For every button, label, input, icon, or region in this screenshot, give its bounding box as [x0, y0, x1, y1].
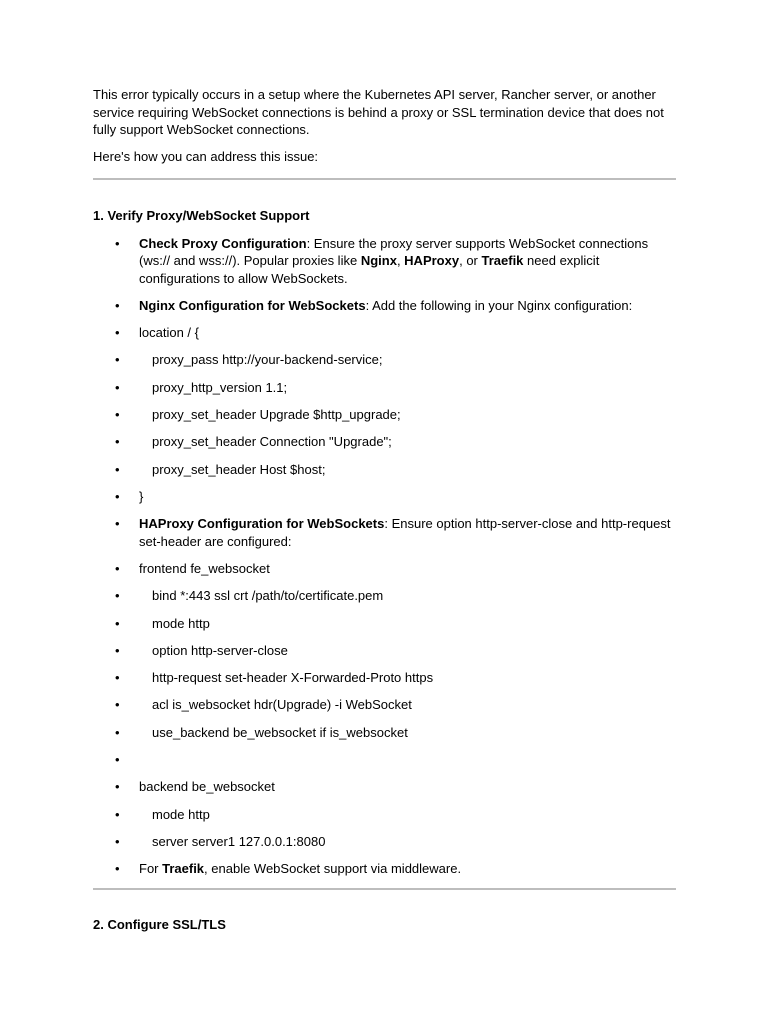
intro-lead: Here's how you can address this issue: — [93, 149, 319, 164]
list-item-haproxy-config — [93, 515, 676, 550]
intro-paragraph: This error typically occurs in a setup where the Kubernetes API server, Rancher server, or another service requiring WebSocket connections is behind a proxy or SSL termination device that does not fully support WebSocket connections. — [93, 87, 664, 137]
check-proxy-text-b: need explicit configurations to allow WebSockets. — [139, 253, 600, 286]
code-line — [93, 560, 676, 578]
haproxy-line-3: option http-server-close — [152, 642, 288, 658]
list-item-nginx-config — [93, 297, 676, 315]
divider-top — [93, 178, 676, 180]
code-line — [93, 833, 676, 851]
nginx-line-6: } — [139, 488, 144, 504]
bullet-icon: • — [115, 235, 120, 251]
bullet-icon: • — [115, 352, 120, 368]
bullet-icon: • — [115, 461, 120, 477]
section1-heading: 1. Verify Proxy/WebSocket Support — [93, 207, 310, 223]
haproxy-line-4: http-request set-header X-Forwarded-Proto https — [152, 670, 434, 686]
code-line — [93, 379, 676, 397]
haproxy-config-label: HAProxy Configuration for WebSockets — [139, 516, 385, 532]
bullet-icon: • — [115, 325, 120, 341]
nginx-config-text: : Add the following in your Nginx configuration: — [365, 297, 633, 313]
code-line — [93, 696, 676, 714]
code-line — [93, 406, 676, 424]
haproxy-line-8: backend be_websocket — [139, 779, 275, 795]
code-line — [93, 806, 676, 824]
haproxy-line-9: mode http — [152, 806, 210, 822]
nginx-line-4: proxy_set_header Connection "Upgrade"; — [152, 434, 392, 450]
bullet-icon: • — [115, 406, 120, 422]
code-line — [93, 778, 676, 796]
section1-list — [93, 235, 676, 878]
code-line-empty — [93, 751, 676, 769]
bullet-icon: • — [115, 779, 120, 795]
code-line — [93, 461, 676, 479]
bullet-icon: • — [115, 861, 120, 877]
bullet-icon: • — [115, 297, 120, 313]
code-line — [93, 351, 676, 369]
nginx-line-1: proxy_pass http://your-backend-service; — [152, 352, 383, 368]
bullet-icon: • — [115, 488, 120, 504]
nginx-bold: Nginx — [360, 253, 397, 268]
code-line — [93, 587, 676, 605]
bullet-icon: • — [115, 833, 120, 849]
code-line — [93, 488, 676, 506]
bullet-icon: • — [115, 670, 120, 686]
nginx-config-label: Nginx Configuration for WebSockets — [139, 297, 366, 313]
traefik-item-bold: Traefik — [162, 861, 205, 877]
haproxy-bold: HAProxy — [404, 253, 460, 268]
bullet-icon: • — [115, 588, 120, 604]
code-line — [93, 324, 676, 342]
haproxy-line-6: use_backend be_websocket if is_websocket — [152, 724, 408, 740]
bullet-icon: • — [115, 642, 120, 658]
code-line — [93, 642, 676, 660]
bullet-icon: • — [115, 752, 120, 768]
code-line — [93, 724, 676, 742]
check-proxy-label: Check Proxy Configuration — [139, 235, 307, 251]
traefik-prefix: For — [139, 861, 163, 877]
check-proxy-or: , or — [459, 253, 482, 268]
bullet-icon: • — [115, 516, 120, 532]
haproxy-line-10: server server1 127.0.0.1:8080 — [152, 833, 326, 849]
code-line — [93, 669, 676, 687]
nginx-line-5: proxy_set_header Host $host; — [152, 461, 326, 477]
haproxy-line-1: bind *:443 ssl crt /path/to/certificate.pem — [152, 588, 384, 604]
bullet-icon: • — [115, 434, 120, 450]
code-line — [93, 615, 676, 633]
bullet-icon: • — [115, 724, 120, 740]
bullet-icon: • — [115, 379, 120, 395]
list-item-traefik — [93, 860, 676, 878]
bullet-icon: • — [115, 697, 120, 713]
list-item-check-proxy — [93, 235, 676, 288]
nginx-line-3: proxy_set_header Upgrade $http_upgrade; — [152, 406, 401, 422]
code-line — [93, 433, 676, 451]
nginx-line-0: location / { — [139, 325, 199, 341]
check-proxy-text-a: : Ensure the proxy server supports WebSocket connections (ws:// and wss://). Popular proxies like — [139, 235, 649, 268]
bullet-icon: • — [115, 806, 120, 822]
bullet-icon: • — [115, 615, 120, 631]
nginx-line-2: proxy_http_version 1.1; — [152, 379, 288, 395]
haproxy-line-0: frontend fe_websocket — [139, 560, 270, 576]
section2-heading: 2. Configure SSL/TLS — [93, 916, 226, 932]
traefik-item-text: , enable WebSocket support via middleware. — [204, 861, 462, 877]
haproxy-line-2: mode http — [152, 615, 210, 631]
divider-bottom — [93, 888, 676, 890]
bullet-icon: • — [115, 560, 120, 576]
traefik-bold: Traefik — [481, 253, 524, 268]
haproxy-config-text: : Ensure option http-server-close and http-request set-header are configured: — [139, 516, 671, 549]
haproxy-line-5: acl is_websocket hdr(Upgrade) -i WebSocket — [152, 697, 412, 713]
check-proxy-comma: , — [396, 253, 405, 268]
